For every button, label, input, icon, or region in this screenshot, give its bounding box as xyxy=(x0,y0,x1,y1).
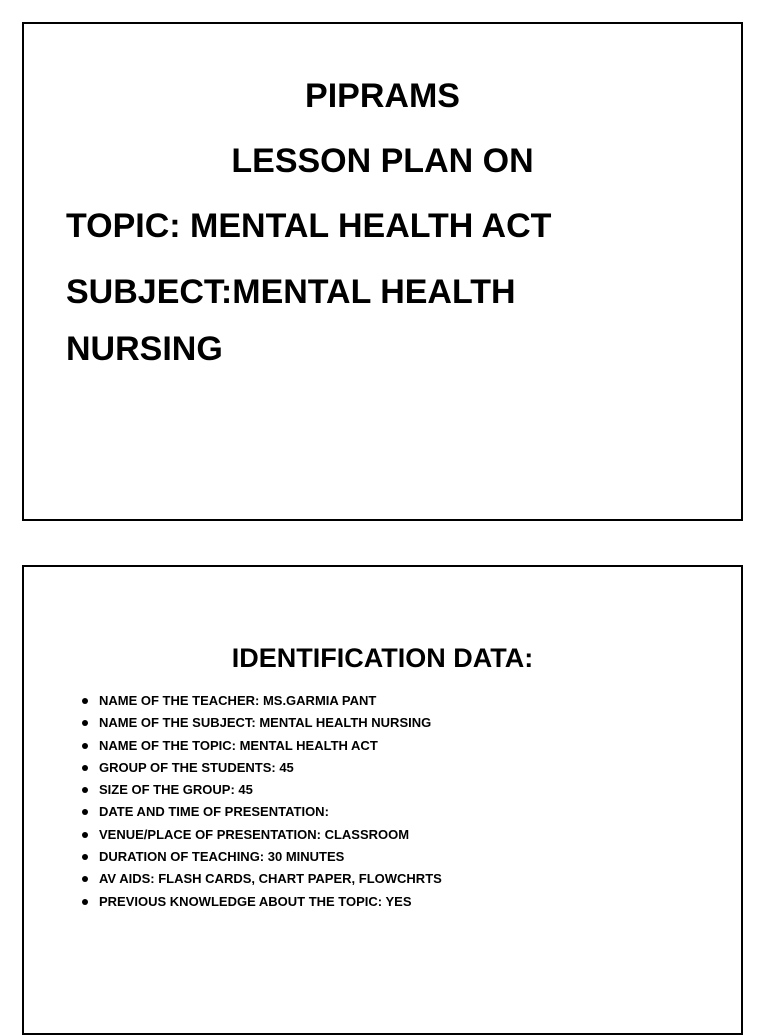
bullet-icon xyxy=(82,765,88,771)
list-item-text: SIZE OF THE GROUP: 45 xyxy=(99,782,253,798)
identification-slide xyxy=(22,565,743,1035)
subject-line: SUBJECT:MENTAL HEALTH xyxy=(66,273,516,311)
section-heading: IDENTIFICATION DATA: xyxy=(231,643,534,673)
list-item-text: PREVIOUS KNOWLEDGE ABOUT THE TOPIC: YES xyxy=(99,893,412,909)
slide-subtitle: LESSON PLAN ON xyxy=(231,142,534,180)
list-item xyxy=(82,712,442,734)
bullet-icon xyxy=(82,876,88,882)
bullet-icon xyxy=(82,720,88,726)
bullet-icon xyxy=(82,854,88,860)
list-item-text: AV AIDS: FLASH CARDS, CHART PAPER, FLOWCHRTS xyxy=(99,871,442,887)
list-item xyxy=(82,757,442,779)
bullet-icon xyxy=(82,743,88,749)
list-item xyxy=(82,824,442,846)
bullet-icon xyxy=(82,832,88,838)
bullet-icon xyxy=(82,698,88,704)
list-item-text: NAME OF THE TEACHER: MS.GARMIA PANT xyxy=(99,693,377,708)
title-slide xyxy=(22,22,743,521)
list-item xyxy=(82,891,442,913)
list-item-text: DURATION OF TEACHING: 30 MINUTES xyxy=(99,849,345,865)
topic-line: TOPIC: MENTAL HEALTH ACT xyxy=(66,207,552,245)
identification-list xyxy=(82,690,442,913)
list-item-text: NAME OF THE SUBJECT: MENTAL HEALTH NURSING xyxy=(99,715,432,731)
list-item xyxy=(82,779,442,801)
slide-title: PIPRAMS xyxy=(305,77,460,115)
subject-line-continued: NURSING xyxy=(66,330,223,368)
list-item xyxy=(82,735,442,757)
list-item-text: NAME OF THE TOPIC: MENTAL HEALTH ACT xyxy=(99,737,378,753)
list-item xyxy=(82,868,442,890)
list-item-text: VENUE/PLACE OF PRESENTATION: CLASSROOM xyxy=(99,826,410,842)
list-item xyxy=(82,801,442,823)
bullet-icon xyxy=(82,787,88,793)
list-item xyxy=(82,690,442,712)
list-item xyxy=(82,846,442,868)
list-item-text: DATE AND TIME OF PRESENTATION: xyxy=(99,804,329,820)
bullet-icon xyxy=(82,809,88,815)
list-item-text: GROUP OF THE STUDENTS: 45 xyxy=(99,759,294,775)
bullet-icon xyxy=(82,899,88,905)
